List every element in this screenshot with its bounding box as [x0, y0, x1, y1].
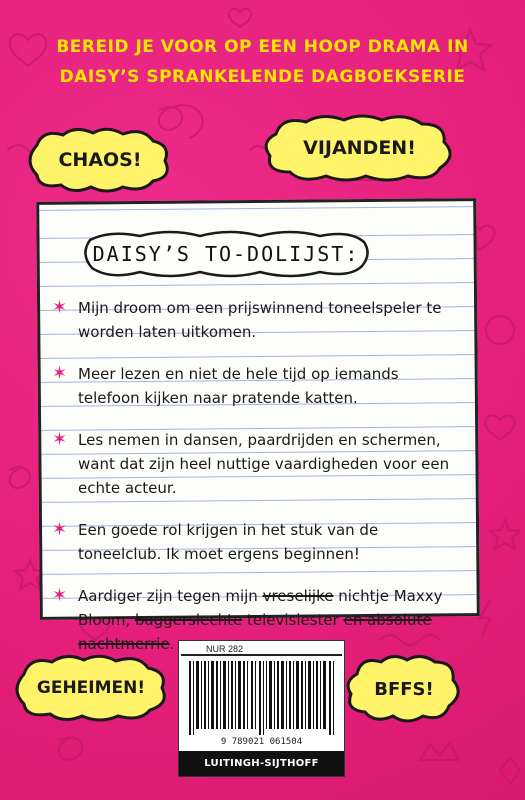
star-bullet-icon: ✶: [52, 363, 68, 384]
lightning-doodle: [480, 600, 490, 636]
struck-word: en absolute nachtmerrie: [78, 611, 432, 653]
burst-vijanden: [262, 112, 457, 184]
todo-title: DAISY’S TO-DOLIJST:: [92, 242, 360, 266]
todo-list: [52, 296, 457, 674]
star-bullet-icon: ✶: [52, 297, 68, 318]
todo-item: [52, 518, 457, 566]
todo-item-text-part: Aardiger zijn tegen mijn: [78, 587, 263, 605]
heart-doodle: [229, 9, 251, 27]
circle-doodle: [486, 316, 514, 344]
star-bullet-icon: ✶: [52, 519, 68, 540]
star-bullet-icon: ✶: [52, 429, 68, 450]
barcode-bars: [189, 661, 336, 735]
struck-word: baggerslechte: [134, 611, 243, 629]
heart-doodle: [485, 415, 514, 440]
todo-item-text: Les nemen in dansen, paardrijden en schermen, want dat zijn heel nuttige vaardigheden voor een echte acteur.: [78, 431, 450, 497]
isbn-number: 9 789021 061504: [220, 737, 303, 747]
struck-word: vreselijke: [262, 587, 334, 605]
todo-title-bubble: [80, 228, 372, 280]
star-doodle: [490, 520, 520, 549]
swirl-doodle: [59, 737, 82, 760]
todo-item-text-part: .: [169, 635, 175, 653]
todo-item-text: Mijn droom om een prijswinnend toneelspeler te worden laten uitkomen.: [78, 299, 442, 341]
todo-item: [52, 428, 457, 500]
publisher-name: LUITINGH-SIJTHOFF: [179, 751, 344, 776]
burst-chaos: [25, 125, 175, 195]
todo-item-text-part: nichtje Maxxy Bloom,: [78, 587, 443, 629]
barcode-panel: [178, 640, 345, 777]
todo-item-text: Een goede rol krijgen in het stuk van de toneelclub. Ik moet ergens beginnen!: [78, 521, 379, 563]
star-bullet-icon: ✶: [52, 585, 68, 606]
burst-vijanden-label: VIJANDEN!: [303, 137, 416, 159]
nur-code: NUR 282: [181, 643, 342, 656]
burst-geheimen-label: GEHEIMEN!: [36, 678, 146, 698]
todo-item-text-part: televisiester: [242, 611, 344, 629]
todo-item: [52, 362, 457, 410]
diamond-doodle: [500, 758, 520, 784]
swirl-doodle: [10, 467, 30, 488]
tagline-line-2: DAISY’S SPRANKELENDE DAGBOEKSERIE: [59, 67, 466, 87]
burst-bffs-label: BFFS!: [374, 678, 434, 700]
burst-chaos-label: CHAOS!: [58, 149, 142, 171]
todo-item: [52, 296, 457, 344]
tagline-line-1: BEREID JE VOOR OP EEN HOOP DRAMA IN: [56, 37, 469, 57]
crown-doodle: [420, 742, 458, 760]
todo-item-text: Meer lezen en niet de hele tijd op iemands telefoon kijken naar pratende katten.: [78, 365, 399, 407]
